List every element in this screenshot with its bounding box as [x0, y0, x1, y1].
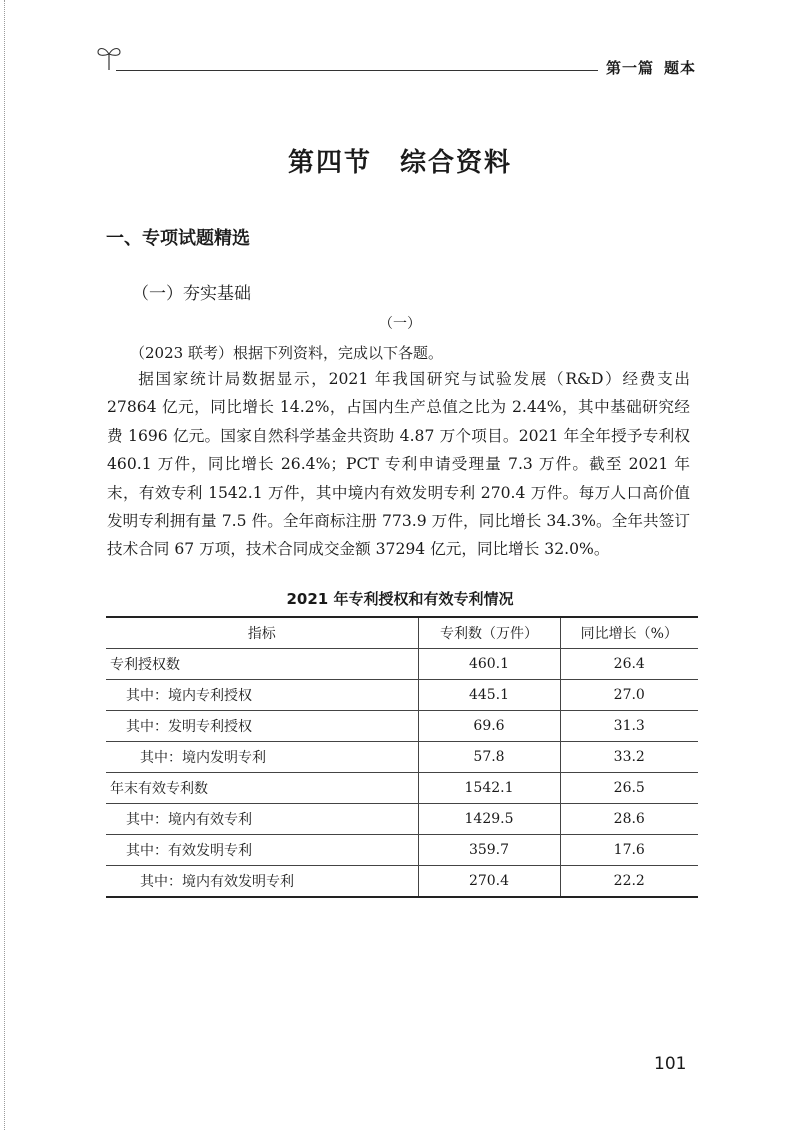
header-part: 第一篇	[606, 59, 655, 77]
running-header	[606, 57, 696, 78]
row-growth: 17.6	[560, 835, 698, 866]
row-count: 57.8	[418, 742, 560, 773]
row-label: 其中：境内发明专利	[106, 742, 418, 773]
row-count: 270.4	[418, 866, 560, 898]
table-row	[106, 804, 698, 835]
row-growth: 26.4	[560, 649, 698, 680]
patent-table	[106, 616, 698, 898]
row-growth: 28.6	[560, 804, 698, 835]
table-row	[106, 742, 698, 773]
table-row	[106, 711, 698, 742]
row-count: 1429.5	[418, 804, 560, 835]
heading-level-1: 一、专项试题精选	[106, 228, 250, 249]
row-count: 1542.1	[418, 773, 560, 804]
source-line: （2023 联考）根据下列资料，完成以下各题。	[130, 344, 443, 362]
table-row	[106, 649, 698, 680]
row-growth: 31.3	[560, 711, 698, 742]
column-header-count: 专利数（万件）	[418, 617, 560, 649]
row-count: 460.1	[418, 649, 560, 680]
header-name: 题本	[664, 59, 697, 77]
row-count: 445.1	[418, 680, 560, 711]
table-header-row	[106, 617, 698, 649]
question-set-number: （一）	[379, 316, 421, 332]
section-name: 综合资料	[400, 148, 513, 178]
page-number: 101	[654, 1054, 687, 1074]
section-number: 第四节	[287, 148, 372, 178]
row-count: 69.6	[418, 711, 560, 742]
header-rule	[116, 70, 598, 71]
row-label: 专利授权数	[106, 649, 418, 680]
material-paragraph: 据国家统计局数据显示，2021 年我国研究与试验发展（R&D）经费支出 27864 亿元，同比增长 14.2%，占国内生产总值之比为 2.44%，其中基础研究经费 1696 亿元。国家自然科学基金共资助 4.87 万个项目。2021 年全年授予专利权 460.1 万件，同比增长 26.4%；PCT 专利申请受理量 7.3 万件。截至 2021 年末，有效专利 1542.1 万件，其中境内有效发明专利 270.4 万件。每万人口高价值发明专利拥有量 7.5 件。全年商标注册 773.9 万件，同比增长 34.3%。全年共签订技术合同 67 万项，技术合同成交金额 37294 亿元，同比增长 32.0%。	[107, 370, 690, 559]
row-label: 年末有效专利数	[106, 773, 418, 804]
row-growth: 22.2	[560, 866, 698, 898]
heading-level-2: （一）夯实基础	[132, 284, 251, 304]
sprout-icon	[96, 42, 122, 72]
row-count: 359.7	[418, 835, 560, 866]
column-header-growth: 同比增长（%）	[560, 617, 698, 649]
row-label: 其中：境内有效发明专利	[106, 866, 418, 898]
row-label: 其中：境内专利授权	[106, 680, 418, 711]
table-row	[106, 835, 698, 866]
column-header-indicator: 指标	[106, 617, 418, 649]
table-row	[106, 773, 698, 804]
table-row	[106, 680, 698, 711]
row-label: 其中：发明专利授权	[106, 711, 418, 742]
table-row	[106, 866, 698, 898]
row-label: 其中：境内有效专利	[106, 804, 418, 835]
row-growth: 26.5	[560, 773, 698, 804]
row-label: 其中：有效发明专利	[106, 835, 418, 866]
section-title	[0, 142, 800, 179]
row-growth: 27.0	[560, 680, 698, 711]
row-growth: 33.2	[560, 742, 698, 773]
table-title: 2021 年专利授权和有效专利情况	[286, 590, 514, 608]
